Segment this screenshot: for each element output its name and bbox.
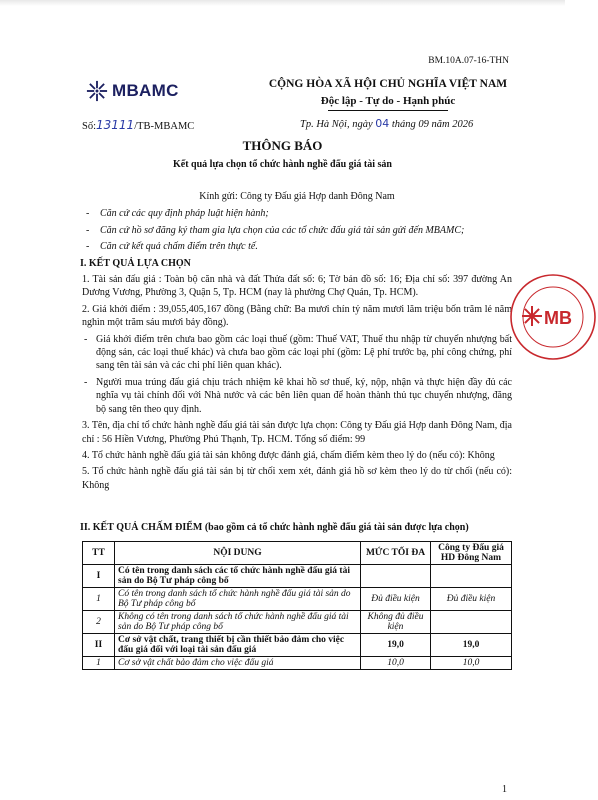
basis-item: - Căn cứ kết quả chấm điểm trên thực tế. — [82, 240, 512, 253]
document-body — [82, 190, 512, 495]
date-prefix: Tp. Hà Nội, ngày — [300, 119, 373, 130]
brand-logo — [86, 80, 179, 102]
table-row — [83, 657, 512, 670]
row-max — [361, 565, 431, 588]
table-header-row — [83, 542, 512, 565]
page-number: 1 — [502, 784, 507, 795]
row-tt: 2 — [83, 611, 115, 634]
red-seal-stamp — [508, 272, 598, 362]
item-not-evaluated: 4. Tổ chức hành nghề đấu giá tài sản không được đánh giá, chấm điểm kèm theo lý do (nếu có): Không — [82, 449, 495, 461]
row-tt: 1 — [83, 657, 115, 670]
item-selected-org: 3. Tên, địa chỉ tổ chức hành nghề đấu giá tài sản được lựa chọn: Công ty Đấu giá Hợp danh Đông Nam, địa chỉ : 56 Hiền Vương, Phường Phú Thạnh, Tp. HCM. Tổng số điểm: 99 — [82, 420, 512, 445]
national-header — [248, 78, 528, 111]
doc-no-suffix: /TB-MBAMC — [134, 121, 195, 132]
row-score: 10,0 — [431, 657, 512, 670]
header-max: MỨC TỐI ĐA — [361, 542, 431, 565]
row-tt: I — [83, 565, 115, 588]
row-max: 10,0 — [361, 657, 431, 670]
form-code: BM.10A.07-16-THN — [428, 56, 509, 66]
section-heading: I. KẾT QUẢ LỰA CHỌN — [80, 257, 191, 269]
header-content: NỘI DUNG — [115, 542, 361, 565]
row-tt: 1 — [83, 588, 115, 611]
date-suffix: tháng 09 năm 2026 — [391, 119, 474, 130]
row-tt: II — [83, 634, 115, 657]
section-heading: II. KẾT QUẢ CHẤM ĐIỂM (bao gồm cả tổ chức hành nghề đấu giá tài sản được lựa chọn) — [80, 522, 469, 533]
header-company: Công ty Đấu giá HD Đông Nam — [431, 542, 512, 565]
table-row — [83, 611, 512, 634]
star-logo-icon — [86, 80, 108, 102]
buyer-note: - Người mua trúng đấu giá chịu trách nhiệm kê khai hồ sơ thuế, ký, nộp, nhận và thực hiện đầy đủ các nghĩa vụ tài chính đối với Nhà nước và các bên liên quan để hoàn thành thủ tục chuyển nhượng, đăng bộ sang tên theo quy định. — [82, 376, 512, 416]
brand-name: MBAMC — [112, 81, 179, 100]
document-subtitle: Kết quả lựa chọn tổ chức hành nghề đấu giá tài sản — [173, 159, 392, 170]
item-asset: 1. Tài sản đấu giá : Toàn bộ căn nhà và đất Thửa đất số: 6; Tờ bản đồ số: 16; Địa chỉ số: 397 đường An Dương Vương, Phường 3, Quận 5, Tp. HCM (nay là phường Chợ Quán, Tp. HCM). — [82, 274, 512, 299]
recipient: Kính gửi: Công ty Đấu giá Hợp danh Đông Nam — [199, 191, 395, 202]
price-note: - Giá khởi điểm trên chưa bao gồm các loại thuế (gồm: Thuế VAT, Thuế thu nhập từ chuyển nhượng bất động sản, các loại thuế khác) và chưa bao gồm các loại phí (gồm: Lệ phí trước bạ, phí công chứng, phí sang tên tài sản và các chi phí liên quan khác). — [82, 333, 512, 373]
header-tt: TT — [83, 542, 115, 565]
row-content: Có tên trong danh sách tổ chức hành nghề đấu giá tài sản do Bộ Tư pháp công bố — [115, 588, 361, 611]
row-content: Không có tên trong danh sách tổ chức hành nghề đấu giá tài sản do Bộ Tư pháp công bố — [115, 611, 361, 634]
row-content: Có tên trong danh sách các tổ chức hành nghề đấu giá tài sản do Bộ Tư pháp công bố — [115, 565, 361, 588]
date-day-handwritten: 04 — [375, 117, 390, 130]
document-number — [82, 118, 194, 132]
table-row — [83, 565, 512, 588]
basis-item: - Căn cứ hồ sơ đăng ký tham gia lựa chọn của các tổ chức đấu giá tài sản gửi đến MBAMC; — [82, 224, 512, 237]
document-date — [300, 117, 473, 130]
row-score — [431, 611, 512, 634]
row-max: 19,0 — [361, 634, 431, 657]
row-content: Cơ sở vật chất bảo đảm cho việc đấu giá — [115, 657, 361, 670]
item-starting-price: 2. Giá khởi điểm : 39,055,405,167 đồng (Bằng chữ: Ba mươi chín tỷ năm mươi lăm triệu bốn trăm lẻ năm nghìn một trăm sáu mươi bảy đồng). — [82, 303, 512, 329]
row-max: Không đủ điều kiện — [361, 611, 431, 634]
doc-no-prefix: Số: — [82, 121, 97, 132]
doc-no-handwritten: 13111 — [96, 118, 135, 132]
basis-item: - Căn cứ các quy định pháp luật hiện hành; — [82, 207, 512, 220]
row-content: Cơ sở vật chất, trang thiết bị cần thiết bảo đảm cho việc đấu giá đối với loại tài sản đấu giá — [115, 634, 361, 657]
table-row — [83, 634, 512, 657]
legal-bases — [82, 207, 512, 253]
row-max: Đủ điều kiện — [361, 588, 431, 611]
document-title: THÔNG BÁO — [242, 138, 323, 153]
score-table — [82, 541, 512, 670]
row-score — [431, 565, 512, 588]
scan-edge — [0, 0, 565, 6]
row-score: 19,0 — [431, 634, 512, 657]
republic-title: CỘNG HÒA XÃ HỘI CHỦ NGHĨA VIỆT NAM — [268, 78, 508, 90]
item-rejected: 5. Tổ chức hành nghề đấu giá tài sản bị từ chối xem xét, đánh giá hồ sơ kèm theo lý do từ chối (nếu có): Không — [82, 466, 512, 491]
motto-underline — [328, 110, 448, 111]
stamp-text: MB — [544, 308, 572, 328]
table-row — [83, 588, 512, 611]
row-score: Đủ điều kiện — [431, 588, 512, 611]
motto: Độc lập - Tự do - Hạnh phúc — [320, 95, 456, 107]
